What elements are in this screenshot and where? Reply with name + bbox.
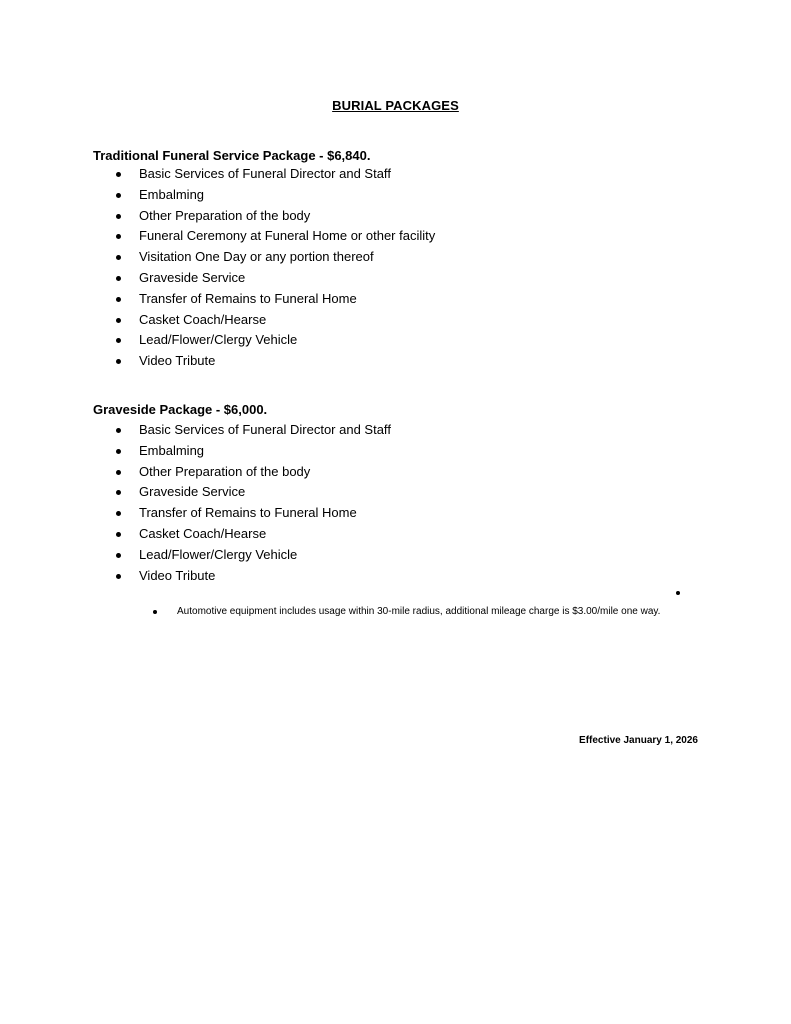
list-item-label: Graveside Service	[139, 484, 246, 500]
bullet-icon	[116, 318, 121, 323]
effective-date: Effective January 1, 2026	[579, 735, 698, 746]
list-item	[116, 164, 435, 185]
list-item-label: Funeral Ceremony at Funeral Home or other facility	[139, 228, 436, 244]
bullet-icon	[116, 234, 121, 239]
page-title: BURIAL PACKAGES	[332, 98, 459, 113]
list-item-label: Embalming	[139, 186, 205, 202]
list-item	[116, 330, 435, 351]
list-item-label: Lead/Flower/Clergy Vehicle	[139, 546, 298, 562]
list-item	[116, 566, 391, 587]
graveside-package-list	[116, 420, 391, 586]
bullet-icon	[116, 193, 121, 198]
list-item	[116, 482, 391, 503]
bullet-icon	[116, 490, 121, 495]
mileage-note	[153, 604, 660, 620]
list-item	[116, 441, 391, 462]
list-item-label: Transfer of Remains to Funeral Home	[139, 290, 357, 306]
mileage-note-text: Automotive equipment includes usage within 30-mile radius, additional mileage charge is $3.00/mile one way.	[177, 606, 661, 617]
bullet-icon	[116, 214, 121, 219]
bullet-icon	[116, 574, 121, 579]
stray-bullet-icon	[676, 591, 680, 595]
bullet-icon	[116, 276, 121, 281]
list-item	[116, 206, 435, 227]
traditional-package-list	[116, 164, 435, 372]
list-item-label: Casket Coach/Hearse	[139, 311, 267, 327]
list-item	[116, 503, 391, 524]
list-item	[116, 268, 435, 289]
list-item-label: Visitation One Day or any portion thereof	[139, 249, 374, 265]
graveside-package-heading: Graveside Package - $6,000.	[93, 402, 268, 417]
bullet-icon	[116, 338, 121, 343]
bullet-icon	[116, 255, 121, 260]
bullet-icon	[116, 532, 121, 537]
list-item	[116, 185, 435, 206]
list-item	[116, 351, 435, 372]
list-item-label: Transfer of Remains to Funeral Home	[139, 505, 357, 521]
bullet-icon	[116, 511, 121, 516]
list-item-label: Lead/Flower/Clergy Vehicle	[139, 332, 298, 348]
bullet-icon	[116, 553, 121, 558]
list-item-label: Video Tribute	[139, 353, 216, 369]
bullet-icon	[116, 428, 121, 433]
list-item-label: Basic Services of Funeral Director and Staff	[139, 422, 391, 437]
list-item	[116, 247, 435, 268]
list-item-label: Graveside Service	[139, 269, 246, 285]
traditional-package-heading: Traditional Funeral Service Package - $6,840.	[93, 148, 371, 163]
list-item-label: Video Tribute	[139, 567, 216, 583]
list-item	[116, 226, 435, 247]
list-item	[116, 289, 435, 310]
bullet-icon	[116, 449, 121, 454]
bullet-icon	[116, 297, 121, 302]
list-item-label: Embalming	[139, 442, 205, 458]
list-item	[116, 545, 391, 566]
bullet-icon	[116, 359, 121, 364]
bullet-icon	[116, 172, 121, 177]
list-item-label: Casket Coach/Hearse	[139, 525, 267, 541]
bullet-icon	[116, 470, 121, 475]
list-item-label: Basic Services of Funeral Director and Staff	[139, 166, 391, 181]
list-item-label: Other Preparation of the body	[139, 207, 311, 223]
list-item-label: Other Preparation of the body	[139, 463, 311, 479]
list-item	[116, 310, 435, 331]
list-item	[116, 524, 391, 545]
bullet-icon	[153, 610, 157, 614]
list-item	[116, 462, 391, 483]
list-item	[116, 420, 391, 441]
